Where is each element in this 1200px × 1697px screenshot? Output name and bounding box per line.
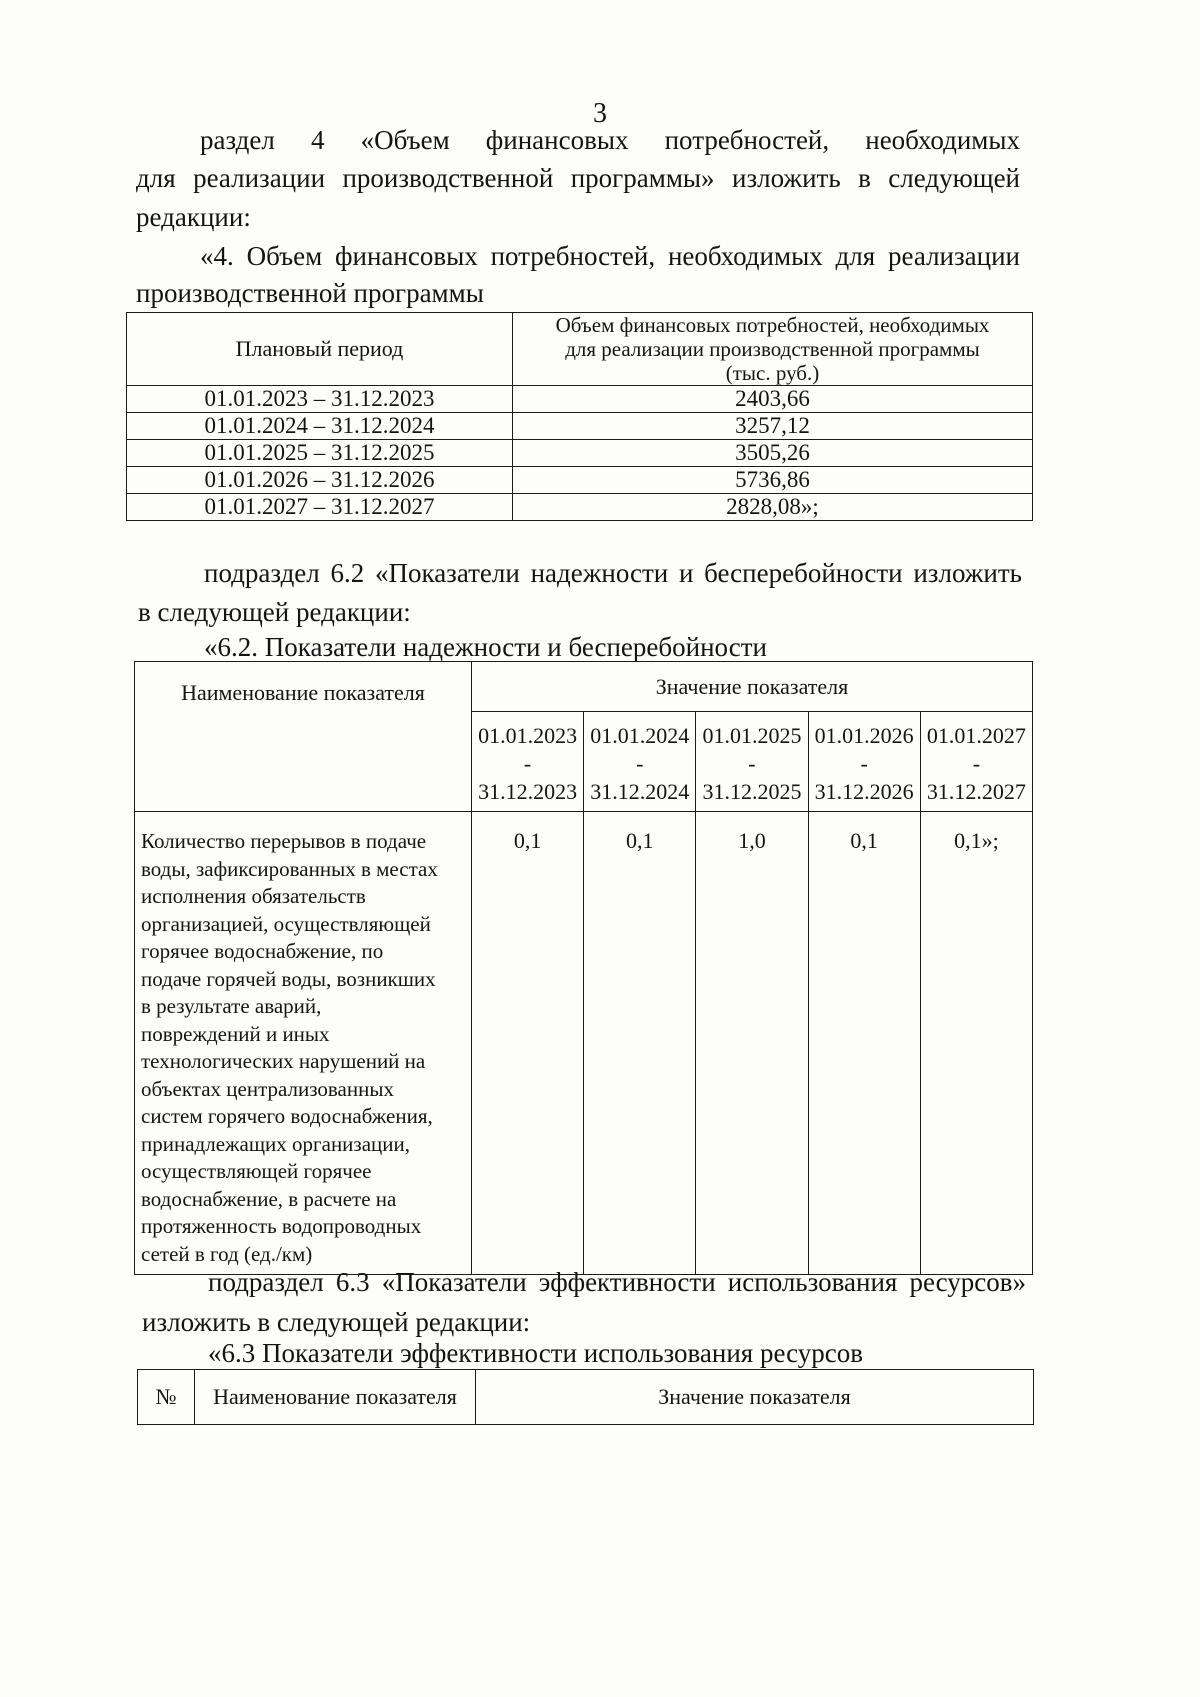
period-separator: - [636, 751, 644, 776]
section4-intro-line2: для реализации производственной программы» изложить в следующей [136, 163, 1020, 193]
table-row [127, 440, 1033, 467]
table-row [127, 386, 1033, 413]
indicator-line: водоснабжение, в расчете на [141, 1186, 397, 1211]
period-start: 01.01.2024 [590, 723, 690, 748]
section62-intro-line1: подраздел 6.2 «Показатели надежности и бесперебойности изложить [204, 558, 1022, 588]
period-cell: 01.01.2027 – 31.12.2027 [127, 494, 513, 521]
period-cell: 01.01.2024 – 31.12.2024 [127, 413, 513, 440]
period-header-cell [808, 712, 920, 812]
indicator-line: технологических нарушений на [141, 1049, 426, 1073]
table-row [135, 812, 1033, 1275]
indicator-value-cell: 0,1»; [920, 812, 1032, 1275]
indicator-line: в результате аварий, [141, 994, 322, 1018]
indicator-line: исполнения обязательств [141, 884, 366, 908]
amount-cell: 3505,26 [513, 440, 1033, 467]
indicator-description [135, 812, 472, 1275]
period-header-cell [584, 712, 696, 812]
period-start: 01.01.2026 [814, 723, 914, 748]
amount-cell: 3257,12 [513, 413, 1033, 440]
indicator-line: объектах централизованных [141, 1076, 394, 1101]
section4-intro-line3: редакции: [136, 202, 251, 232]
indicator-line: принадлежащих организации, [141, 1131, 411, 1156]
section4-intro-line1: раздел 4 «Объем финансовых потребностей, необходимых [200, 125, 1020, 155]
indicator-value-cell: 1,0 [696, 812, 808, 1275]
indicator-line: горячее водоснабжение, по [141, 939, 384, 963]
financial-needs-table [126, 312, 1033, 521]
period-end: 31.12.2026 [814, 779, 914, 804]
indicator-line: систем горячего водоснабжения, [141, 1104, 433, 1128]
indicator-line: воды, зафиксированных в местах [141, 856, 438, 881]
period-start: 01.01.2023 [478, 723, 578, 748]
period-cell: 01.01.2025 – 31.12.2025 [127, 440, 513, 467]
indicator-value-cell: 0,1 [584, 812, 696, 1275]
period-header-cell [696, 712, 808, 812]
period-separator: - [523, 751, 532, 776]
number-header: № [138, 1370, 195, 1425]
table-row [127, 467, 1033, 494]
section4-heading-line2: производственной программы [136, 278, 484, 308]
amount-cell: 5736,86 [513, 467, 1033, 494]
indicator-value-header: Значение показателя [472, 662, 1033, 712]
period-header-cell [472, 712, 584, 812]
table-row [127, 413, 1033, 440]
period-end: 31.12.2023 [478, 779, 578, 804]
amount-header [513, 313, 1033, 386]
period-header: Плановый период [127, 313, 513, 386]
table-header-row [135, 662, 1033, 712]
period-separator: - [860, 751, 868, 776]
period-start: 01.01.2025 [702, 723, 802, 748]
indicator-line: сетей в год (ед./км) [141, 1241, 313, 1266]
period-end: 31.12.2027 [926, 779, 1026, 804]
indicator-name-header: Наименование показателя [195, 1370, 476, 1425]
indicator-name-header: Наименование показателя [135, 662, 472, 812]
table-row [127, 494, 1033, 521]
indicator-line: протяженность водопроводных [141, 1214, 422, 1238]
period-separator: - [972, 751, 981, 776]
indicator-line: организацией, осуществляющей [141, 911, 431, 936]
period-separator: - [748, 751, 756, 776]
period-cell: 01.01.2026 – 31.12.2026 [127, 467, 513, 494]
period-end: 31.12.2024 [590, 779, 690, 804]
table-header-row [127, 313, 1033, 386]
period-end: 31.12.2025 [702, 779, 802, 804]
reliability-table [134, 661, 1033, 1275]
section62-intro-line2: в следующей редакции: [138, 597, 411, 627]
period-header-cell [920, 712, 1032, 812]
indicator-line: осуществляющей горячее [141, 1159, 372, 1183]
section62-heading: «6.2. Показатели надежности и бесперебойности [204, 632, 767, 662]
section4-heading-line1: «4. Объем финансовых потребностей, необходимых для реализации [200, 241, 1020, 271]
page-number: 3 [593, 98, 607, 129]
indicator-line: Количество перерывов в подаче [141, 829, 427, 853]
indicator-value-cell: 0,1 [808, 812, 920, 1275]
period-start: 01.01.2027 [926, 723, 1026, 748]
indicator-value-cell: 0,1 [472, 812, 584, 1275]
indicator-line: повреждений и иных [141, 1021, 330, 1046]
amount-header-line: для реализации производственной программы [565, 337, 980, 361]
section63-intro-line2: изложить в следующей редакции: [142, 1307, 531, 1337]
amount-cell: 2828,08»; [513, 494, 1033, 521]
table-header-row [138, 1370, 1034, 1425]
section63-heading: «6.3 Показатели эффективности использования ресурсов [208, 1338, 863, 1368]
resource-efficiency-table [137, 1369, 1034, 1425]
section63-intro-line1: подраздел 6.3 «Показатели эффективности использования ресурсов» [208, 1267, 1026, 1297]
period-cell: 01.01.2023 – 31.12.2023 [127, 386, 513, 413]
amount-header-line: (тыс. руб.) [725, 361, 820, 385]
amount-cell: 2403,66 [513, 386, 1033, 413]
indicator-value-header: Значение показателя [476, 1370, 1034, 1425]
amount-header-line: Объем финансовых потребностей, необходимых [555, 313, 990, 337]
indicator-line: подаче горячей воды, возникших [141, 966, 436, 991]
